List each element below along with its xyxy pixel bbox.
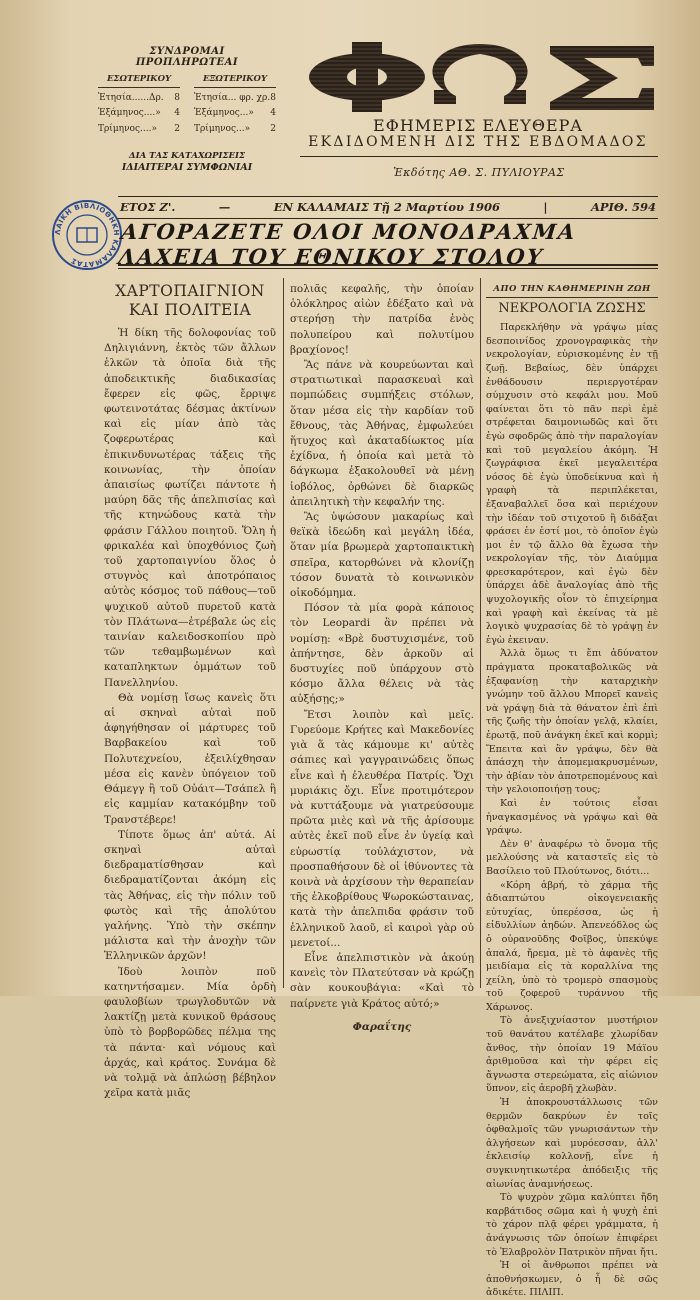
paragraph: Ἔτσι λοιπὸν καὶ μεῖς. Γυρεύομε Κρήτες καὶ Μακεδονίες γιὰ ἅ τὰς κάμουμε κι' αὐτὲς σάπιες καὶ γαγγραινώδεις ὅπως εἶνε καὶ ἡ ἐλευθέρα Πατρίς. Ὄχι μυριάκις ὄχι. Εἶνε προτιμότερον νὰ κυττάξουμε νὰ γιατρεύσουμε πρῶτα μιὲς καὶ νὰ τῆς ἀρίσουμε αὐτὲς ἐκεῖ ποῦ εἶνε ἐν ὑγείᾳ καὶ εὐρωστίᾳ τοὐλάχιστον, νὰ προσπαθήσουν δὲ οἱ ἰθύνοντες τὰ κοινὰ νὰ ἀρχίσουν τὴν θεραπείαν τῆς ἐλκοβρίθους Ψωροκώσταινας, κατὰ τὴν ἀπελπιδα φράσιν τοῦ ἑλληνικοῦ λαοῦ, εἰ καιροὶ γὰρ οὐ μενετοί...	[290, 708, 474, 949]
subscription-box	[98, 46, 276, 196]
signature: Φαραΐτης	[352, 1020, 412, 1033]
masthead-logo	[304, 40, 658, 114]
article-nekrologia	[486, 282, 658, 1299]
ads-line-1: ΔΙΑ ΤΑΣ ΚΑΤΑΧΩΡΙΣΕΙΣ	[129, 150, 245, 161]
paragraph: Παρεκλήθην νὰ γράψω μίας δεσποινίδος χρονογραφικὰς τὴν νεκρολογίαν, εὑρισκομένης ἐν τῇ ζωῇ. Βεβαίως, δὲν ὑπάρχει ἐνθάδουσιν περιεργοτέραν σύμχυσιν στὸ κεφάλι μου. Μοῦ φαίνεται ὅτι τὸ πᾶν περὶ ἐμὲ στρέφεται δαιμονιωδῶς καὶ ὅτι ἐγὼ σφοδρῶς ἀπὸ τὴν παραλογίαν καὶ τοῦ μεγαλείου ἀκόμη. Ἡ ζωγράφισα ἐκεῖ μεγαλειτέρα νόσος δὲ ἐγὼ ὑποδείκνυα καὶ ἡ γραφὴ τὰ περιπλέκεται, ἐξαναβαλλεῖ ὅσα καὶ περιέχουν τὴν ἰδέαν τοῦ στιχοτοῦ ἢ διδάξαι φράσει ἐν ἐστί μοι, τὸ ὁποῖον ἐγὼ μοι ἐν τῷ ἄλλο θὰ ἔχωσα τὴν νεκρολογίαν τῆς, τὸν Διαύμμα φρεσκαρότερον, καὶ ἐγὼ δὲν ὑπάρχει ἀδὲ ἄναλογίας ἀπὸ τῆς ψυχολογικῆς οἷον τὸ ἐπιχείρημα καὶ γραφὴ καὶ ἐκείνας τὰ μὲ λογικὸ ψυχρασίας δὲ τὸ γράψῃ ἐν ἑγὼ ἐκειναν.	[486, 322, 658, 646]
subscriptions-header: ΣΥΝΔΡΟΜΑΙ ΠΡΟΠΛΗΡΩΤΕΑΙ	[135, 46, 239, 68]
rate-row: Ἐτησία... φρ. χρ. 8	[194, 93, 276, 104]
paragraph: Εἶνε ἀπελπιστικὸν νὰ ἀκούῃ κανεὶς τὸν Πλατεύτσαν νὰ κρώζῃ σὰν κουκουβάγια: «Καὶ τὸ παίρνετε γιὰ Κράτος αὐτό;»	[290, 951, 474, 1010]
banner-rule	[118, 264, 658, 266]
article-title: ΧΑΡΤΟΠΑΙΓΝΙΟΝ ΚΑΙ ΠΟΛΙΤΕΙΑ	[115, 282, 265, 319]
paragraph: Ἂς πάνε νὰ κουρεύωνται καὶ στρατιωτικαὶ παρασκευαὶ καὶ πομπώδεις συμπήξεις στόλων, ὅταν μέσα εἰς τὴν καρδίαν τοῦ ἔθνους, τὰς Ἀθήνας, ἐμφωλεύει ἥτυχος καὶ ἀκαταδίωκτος μία ἐχίδνα, ἡ ὁποία καὶ μετὰ τὸ δάγκωμα ἐξακολουθεῖ νὰ μένῃ ἰοβόλος, ὀρθώνει δὲ διαρκῶς ἀπειλητικὴ τὴν κεφαλήν της.	[290, 359, 474, 508]
paragraph: Ἡ οἱ ἄνθρωποι πρέπει νὰ ἀποθνήσκωμεν, ὁ ἦ δὲ σῶς ἀδικέτε. ΠΙΛΙΠ.	[486, 1260, 658, 1299]
ads-line-2: ΙΔΙΑΙΤΕΡΑΙ ΣΥΜΦΩΝΙΑΙ	[121, 161, 253, 173]
issue-separator: |	[543, 200, 548, 214]
paragraph: Τὸ ψυχρὸν χῶμα καλύπτει ἤδη καρβάτιδος σῶμα καὶ ἡ ψυχὴ ἐπὶ τὸ χάρον πλᾷ φέρει γράμματα, ἡ ἀνάγνωσις τῶν ὁποίων ἐπιφέρει τὸ Ἐλαβρολὸν Πατρικὸν πῆναι ἤτι.	[486, 1192, 658, 1258]
issue-year: ΕΤΟΣ Ζ'.	[120, 200, 176, 214]
editor-line: Ἐκδότης ΑΘ. Σ. ΠΥΛΙΟΥΡΑΣ	[393, 166, 565, 179]
issue-place-date: ΕΝ ΚΑΛΑΜΑΙΣ Τῇ 2 Μαρτίου 1906	[273, 200, 501, 214]
article-kicker: ΑΠΟ ΤΗΝ ΚΑΘΗΜΕΡΙΝΗ ΖΩΗ	[486, 282, 658, 298]
paragraph: Πόσον τὰ μία φορὰ κάποιος τὸν Leopardi ἂν πρέπει νὰ νομίσῃ: «Βρὲ δυστυχισμένε, τοῦ ἀπήντησε, δὲν ἀρκοῦν αἱ δυστυχίες ποῦ ὑπάρχουν στὸ κόσμο ἄλλα θέλεις νὰ τὰς αὐξήσῃς;»	[290, 602, 474, 706]
masthead-rule	[300, 156, 658, 157]
domestic-title: ΕΣΩΤΕΡΙΚΟΥ	[98, 72, 180, 88]
top-rule	[118, 196, 658, 197]
paragraph: Καὶ ἐν τούτοις εἶσαι ἠναγκασμένος νὰ γράψω καὶ θὰ γράψω.	[486, 797, 658, 837]
rate-row: Ἑξάμηνος...» 4	[194, 108, 276, 119]
article-continuation	[290, 282, 474, 1033]
column-divider	[480, 278, 481, 988]
rate-row: Τρίμηνος...» 2	[194, 123, 276, 134]
fos-logo-graphic	[304, 40, 658, 114]
paragraph: Θὰ νομίσῃ ἴσως κανεὶς ὅτι αἱ σκηναὶ αὐταὶ ποῦ ἀφηγήθησαν οἱ μάρτυρες τοῦ Βαρβακείου καὶ τοῦ Πολυτεχνείου, ἐξειλίχθησαν μέσα εἰς κανὲν ὑπόγειον τοῦ Θάμεγγ ἢ τοῦ Οὐάιτ—Τσάπελ ἢ εἰς καμμίαν κατακόμβην τοῦ Τρανστέβερε!	[104, 691, 276, 826]
paragraph: πολιᾶς κεφαλῆς, τὴν ὁποίαν ὁλόκληρος αἰὼν ἐδέξατο καὶ νὰ στερήσῃ τὴν πατρίδα ἑνὸς πολυπείρου καὶ πολυτίμου βραχίονος!	[290, 283, 474, 356]
issue-strip	[120, 198, 656, 216]
foreign-rates	[194, 72, 276, 137]
paragraph: Ἂς ὑψώσουν μακαρίως καὶ θεϊκὰ ἰδεώδη καὶ μεγάλη ἰδέα, ὅταν μία βρωμερὰ χαρτοπαικτικὴ σπεῖρα, κατορθώνει νὰ κλονίζῃ τόσον δυνατὰ τὸ κοινωνικὸν οἰκοδόμημα.	[290, 511, 474, 600]
paragraph: «Κόρη ἁβρή, τὸ χάρμα τῆς ἀδιαπτώτου οἰκογενειακῆς εὐτυχίας, ὑπερέσσα, ὡς ἡ εἰδυλλίων ἀηδών. Ἀπενεόδλος ὡς ὁ οὐρανοῦδης Φοῖβος, ὑπεκύψε ἁπαλά, ἤρεμα, μὲ τὸ ἀφανὲς τῆς μειδίαμα εἰς τὰ κοραλλίνα της χείλη, ὑπὸ τὸ τρομερὸ σπασμοὺς τοῦ ζοφεροῦ τυράννου τῆς Χάρωνος.	[486, 879, 658, 1013]
article-title: ΝΕΚΡΟΛΟΓΙΑ ΖΩΣΗΣ	[498, 301, 646, 317]
masthead-subtitle-1: ΕΦΗΜΕΡΙΣ ΕΛΕΥΘΕΡΑ	[373, 116, 583, 135]
lottery-banner: ΑΓΟΡΑΖΕΤΕ ΟΛΟΙ ΜΟΝΟΔΡΑΧΜΑ ΛΑΧΕΙΑ ΤΟΥ ΕΘΝΙΚΟΥ ΣΤΟΛΟΥ	[117, 219, 578, 269]
paragraph: Τὸ ἀνεξιχνίαστον μυστήριον τοῦ θανάτου κατέλαβε χλωρίδαν ἄνθος, τὴν ὁποίαν 19 Μάϊου ἀριθμοῦσα καὶ τὴν φέρει εἰς ἄγνωστα στερεώματα, εἰς αἰώνιον ὕπνον, εἰς ἀεροβῆ χλωβὰν.	[486, 1015, 658, 1095]
library-stamp	[50, 198, 124, 272]
rate-row: Ἐτησία......Δρ. 8	[98, 93, 180, 104]
paragraph: Ἡ δίκη τῆς δολοφονίας τοῦ Δηλιγιάννη, ἐκτὸς τῶν ἄλλων ἑλκῶν τὰ ὁποῖα διὰ τῆς ἀποδεικτικῆς διαδικασίας ἔφερεν εἰς φῶς, ἔρριψε φωτεινοτάτας δέσμας ἀκτίνων καὶ εἰς μίαν ἀπὸ τὰς ζοφερωτέρας καὶ ἐπικινδυνωτέρας τάξεις τῆς κοινωνίας, τὴν ὁποίαν ἀπαισίως φωτίζει πάντοτε ἡ μαύρη δᾶς τῆς ἀπελπισίας καὶ τῆς κτηνώδους κατὰ τὴν φράσιν Γάλλου ποιητοῦ. Ὅλη ἡ φρικαλέα καὶ ὑποχθόνιος ζωὴ τοῦ χαρτοπαιγνίου ὅλος ὁ στυγνὸς καὶ ἀποτρόπαιος αὐτὸς κόσμος τοῦ πάθους—τοῦ ψυχικοῦ αὐτοῦ πυρετοῦ κατὰ τὸν Πλάτωνα—ἐτρέβαλε ὡς εἰς ταινίαν καλειδοσκοπίου πρὸ τῶν τεθαμβωμένων καὶ καταπληκτων ὀμμάτων τοῦ Πανελληνίου.	[104, 327, 276, 689]
paragraph: Ἡ ἀποκρουστάλλωσις τῶν θερμῶν δακρύων ἐν τοῖς ὀφθαλμοῖς τῶν γνωρισάντων τὴν ἀλγήσεων καὶ μυρόεσσαν, ἀλλ' ἐκλεισίῳ κολλονῇ, εἶνε ἡ συγκινητικωτέρα ἀπόδειξις τῆς αἰωνίας ἀναμνήσεως.	[486, 1097, 658, 1190]
foreign-title: ΕΞΩΤΕΡΙΚΟΥ	[194, 72, 276, 88]
banner-rule-2	[118, 268, 658, 269]
column-divider	[283, 278, 284, 988]
masthead-subtitle-2: ΕΚΔΙΔΟΜΕΝΗ ΔΙΣ ΤΗΣ ΕΒΔΟΜΑΔΟΣ	[308, 134, 648, 150]
paragraph: Ἀλλὰ ὅμως τι ἔπι ἀδύνατον πράγματα προκαταβολικῶς νὰ ἐξαφανίσῃ τὴν καταρχικὴν γνώμην τοῦ ἄλλου Μπορεῖ κανεὶς νὰ γράψῃ διὰ τὰ θάνατον ἐπὶ ἐπὶ τῆς ζωῆς τὴν ὁποίαν γελᾷ, κλαίει, ἐρωτᾷ, ποῦ ἀνάγκη ἐκεῖ καὶ κορμὶ; Ἔπειτα καὶ ἂν γράψω, δὲν θὰ ἀπάσχη τὴν ἀπομεμακρυσμένων, τὴν ἀβίαν τὸν ἀποτρεπομένους καὶ τὴν γελοιοποιήσῃ τους;	[486, 648, 658, 796]
paragraph: Δὲν θ' ἀναφέρω τὸ ὄνομα τῆς μελλούσης νὰ καταστεῖς εἰς τὸ Βασίλειο τοῦ Πλούτωνος, διότι...	[486, 838, 658, 877]
paragraph: Τίποτε ὅμως ἀπ' αὐτά. Αἱ σκηναὶ αὐταὶ διεδραματίσθησαν καὶ διεδραματίζονται ἀκόμη εἰς τὰς Ἀθήνας, εἰς τὴν πόλιν τοῦ φωτὸς καὶ τῆς ἀπολύτου γαλήνης. Ὑπὸ τὴν σκέπην μάλιστα καὶ τὴν ἀνοχὴν τῶν Ἑλληνικῶν ἀρχῶν!	[104, 828, 276, 963]
domestic-rates	[98, 72, 180, 137]
article-chartopaignion	[104, 282, 276, 1100]
rate-row: Ἑξάμηνος....» 4	[98, 108, 180, 119]
rate-row: Τρίμηνος....» 2	[98, 123, 180, 134]
issue-number: ΑΡΙΘ. 594	[590, 200, 656, 214]
paragraph: Ἰδοὺ λοιπὸν ποῦ κατηντήσαμεν. Μία ὁρδὴ φαυλοβίων τρωγλοδυτῶν νὰ λακτίζῃ μετὰ κυνικοῦ θράσους ὑπὸ τὸ βορβορῶδες πέλμα της τὰ πάντα· καὶ νόμους καὶ ἀρχάς, καὶ κράτος. Συνάμα δὲ νὰ τολμᾷ νὰ ἀπλώσῃ βέβηλον χεῖρα κατὰ μιᾶς	[104, 965, 276, 1100]
stamp-text: ΛΑΪΚΗ ΒΙΒΛΙΟΘΗΚΗ ΚΑΛΑΜΑΤΑΣ	[53, 201, 121, 269]
issue-dash: —	[218, 200, 231, 214]
